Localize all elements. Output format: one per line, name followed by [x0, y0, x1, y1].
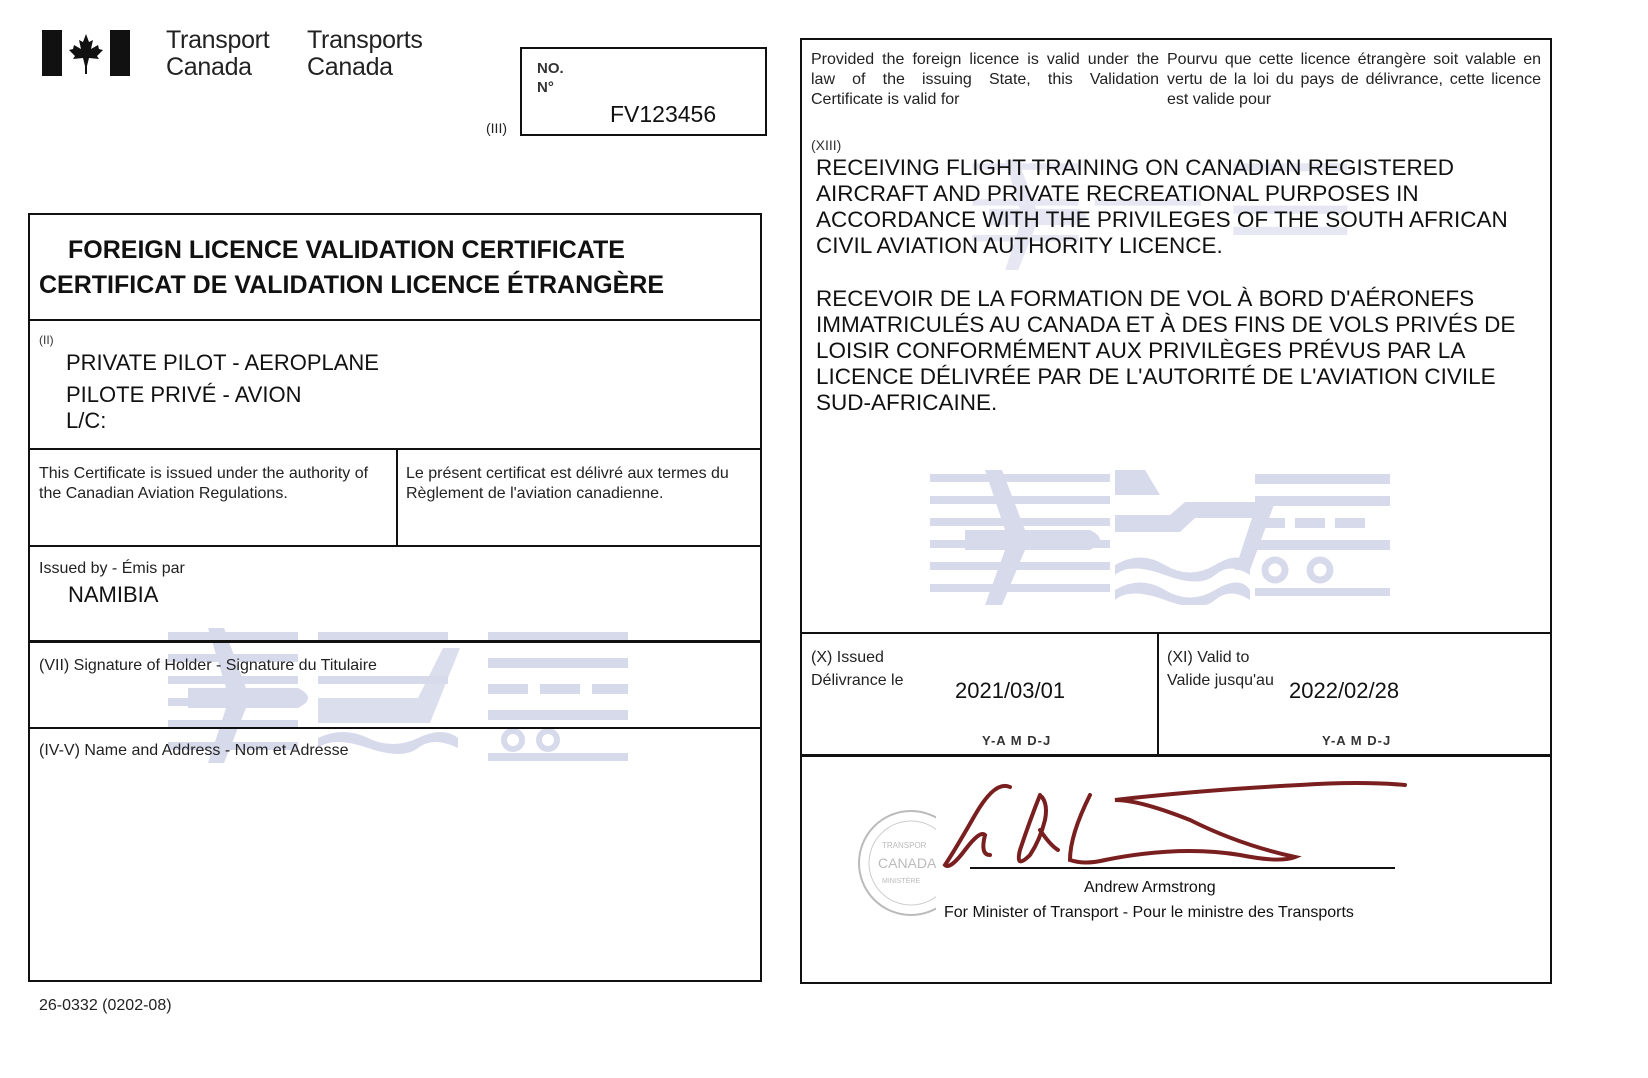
org-en-line-2: Canada	[166, 53, 252, 81]
issued-date-format: Y-A M D-J	[982, 733, 1052, 748]
issued-date-label	[811, 646, 903, 692]
validity-intro-fr: Pourvu que cette licence étrangère soit valable en vertu de la loi du pays de délivrance, cette licence est valide pour	[1167, 51, 1541, 108]
authority-text-fr: Le présent certificat est délivré aux termes du Règlement de l'aviation canadienne.	[406, 465, 729, 502]
issued-by-label: Issued by - Émis par	[39, 560, 185, 577]
canada-flag-icon	[42, 30, 130, 76]
signatory-title: For Minister of Transport - Pour le ministre des Transports	[944, 904, 1354, 921]
number-label-en: NO.	[537, 60, 564, 77]
department-seal-icon	[856, 808, 936, 918]
authority-text-en: This Certificate is issued under the authority of the Canadian Aviation Regulations.	[39, 465, 369, 502]
issued-label-en: (X) Issued	[811, 649, 884, 666]
holder-signature-label: (VII) Signature of Holder - Signature du Titulaire	[39, 657, 377, 674]
valid-date-format: Y-A M D-J	[1322, 733, 1392, 748]
holder-signature-field[interactable]	[200, 690, 740, 720]
org-fr-line-2: Canada	[307, 53, 393, 81]
privileges-fr: RECEVOIR DE LA FORMATION DE VOL À BORD D'AÉRONEFS IMMATRICULÉS AU CANADA ET À DES FINS DE VOLS PRIVÉS DE LOISIR CONFORMÉMENT AUX PRIVILÈGES PRÉVUS PAR LA LICENCE DÉLIVRÉE PAR DE L'AUTORITÉ DE L'AVIATION CIVILE SUD-AFRICAINE.	[816, 286, 1516, 415]
privileges-en: RECEIVING FLIGHT TRAINING ON CANADIAN REGISTERED AIRCRAFT AND PRIVATE RECREATIONAL PURPOSES IN ACCORDANCE WITH THE PRIVILEGES OF THE SOUTH AFRICAN CIVIL AVIATION AUTHORITY LICENCE.	[816, 155, 1508, 258]
licence-type	[66, 347, 379, 437]
signatory-name: Andrew Armstrong	[1084, 879, 1216, 896]
licence-line-fr: PILOTE PRIVÉ - AVION	[66, 382, 302, 407]
org-name-en	[166, 27, 269, 81]
valid-date-label	[1167, 646, 1274, 692]
licence-lc: L/C:	[66, 408, 107, 433]
signature-icon	[940, 775, 1410, 875]
validity-intro-en: Provided the foreign licence is valid under the law of the issuing State, this Validation Certificate is valid for	[811, 51, 1159, 108]
valid-label-en: (XI) Valid to	[1167, 649, 1250, 666]
certificate-number: FV123456	[610, 101, 717, 127]
name-address-label: (IV-V) Name and Address - Nom et Adresse	[39, 742, 349, 759]
licence-field-code: (II)	[39, 333, 54, 347]
number-box	[520, 47, 767, 136]
valid-label-fr: Valide jusqu'au	[1167, 672, 1274, 689]
issued-by-value: NAMIBIA	[68, 582, 159, 607]
form-number: 26-0332 (0202-08)	[39, 997, 172, 1014]
title-fr: CERTIFICAT DE VALIDATION LICENCE ÉTRANGÈRE	[39, 271, 664, 299]
title-en: FOREIGN LICENCE VALIDATION CERTIFICATE	[68, 236, 625, 264]
valid-date-value: 2022/02/28	[1289, 678, 1400, 703]
name-address-field[interactable]	[39, 770, 749, 970]
svg-text:CANADA: CANADA	[878, 855, 936, 871]
svg-text:TRANSPOR: TRANSPOR	[882, 841, 927, 850]
svg-text:MINISTÈRE: MINISTÈRE	[882, 878, 921, 885]
licence-line-en: PRIVATE PILOT - AEROPLANE	[66, 350, 379, 375]
maple-leaf-icon	[68, 32, 104, 76]
issued-label-fr: Délivrance le	[811, 672, 904, 689]
number-field-code: (III)	[486, 120, 507, 136]
org-fr-line-1: Transports	[307, 26, 423, 54]
org-name-fr	[307, 27, 423, 81]
issued-date-value: 2021/03/01	[955, 678, 1066, 703]
org-en-line-1: Transport	[166, 26, 270, 54]
number-label-fr: N°	[537, 79, 554, 96]
transport-watermark-icon	[930, 470, 1390, 605]
privileges-field-code: (XIII)	[811, 137, 842, 153]
